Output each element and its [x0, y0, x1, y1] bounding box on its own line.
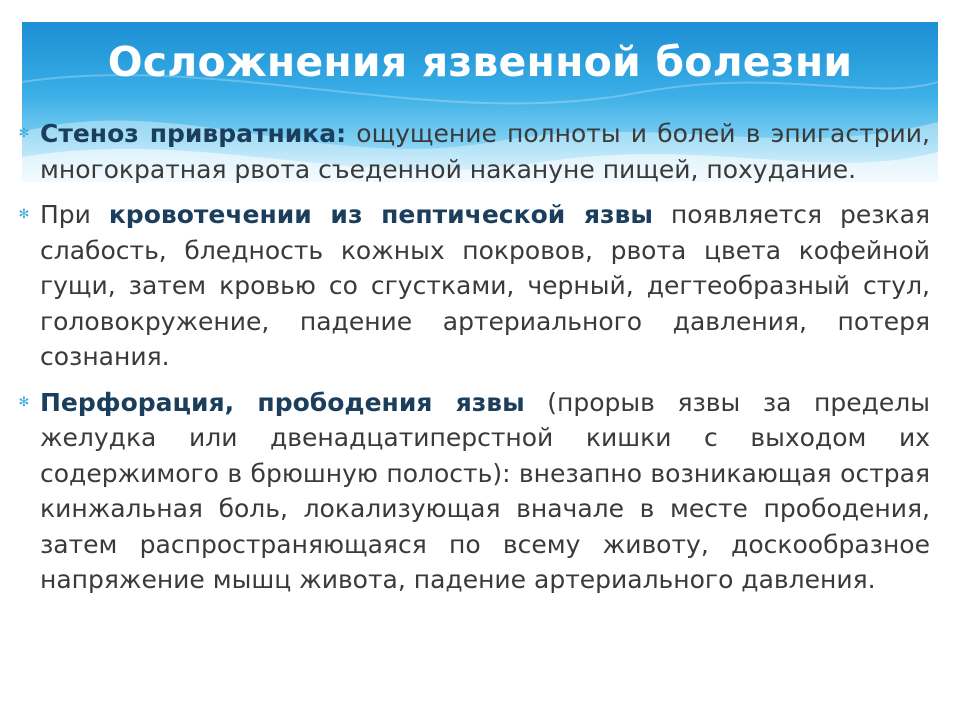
slide-title: Осложнения язвенной болезни: [107, 38, 853, 86]
asterisk-bullet-icon: ✻: [18, 394, 30, 410]
bullet-text: [40, 385, 930, 598]
bullet-lead: При: [40, 200, 109, 229]
bullet-bold-term: Перфорация, прободения язвы: [40, 387, 525, 417]
bullet-text: [40, 197, 930, 375]
asterisk-bullet-icon: ✻: [18, 126, 30, 141]
bullet-text: [40, 116, 930, 187]
bullet-bold-term: Стеноз привратника:: [40, 119, 347, 148]
asterisk-bullet-icon: ✻: [18, 207, 30, 222]
bullet-bold-term: кровотечении из пептической язвы: [108, 200, 653, 229]
bullet-rest: ощущение полноты и болей в эпигастрии, многократная рвота съеденной накануне пищей, похудание.: [40, 119, 931, 184]
bullet-item-bleeding: [8, 197, 930, 375]
bullet-rest: появляется резкая слабость, бледность кожных покровов, рвота цвета кофейной гущи, затем кровью со сгустками, черный, дегтеобразный стул, головокружение, падение артериального давления, потеря сознания.: [40, 200, 930, 371]
bullet-item-perforation: [8, 385, 930, 598]
bullet-item-stenosis: [8, 116, 930, 187]
slide-content: [8, 116, 930, 608]
bullet-rest: (прорыв язвы за пределы желудка или двенадцатиперстной кишки с выходом их содержимого в брюшную полость): внезапно возникающая острая кинжальная боль, локализующая вначале в месте прободения, затем распространяющаяся по всему животу, доскообразное напряжение мышц живота, падение артериального давления.: [40, 387, 930, 594]
